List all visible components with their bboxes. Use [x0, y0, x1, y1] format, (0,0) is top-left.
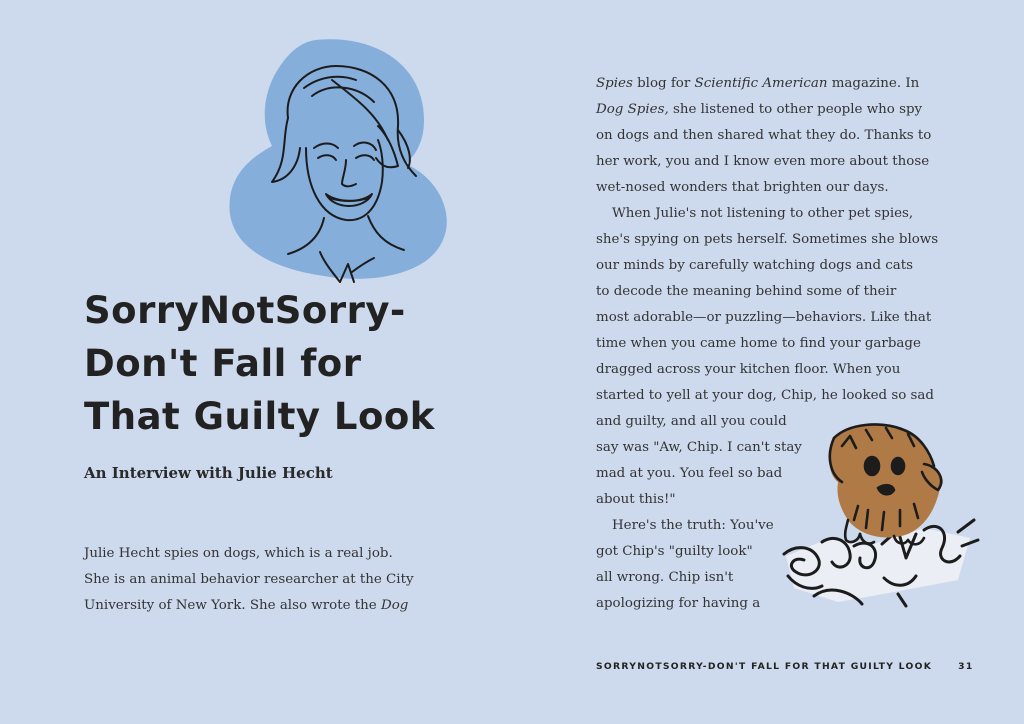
page-number: 31 — [958, 661, 974, 672]
body-line: time when you came home to find your garbage — [596, 336, 921, 351]
body-line: Julie Hecht spies on dogs, which is a real job. — [84, 546, 393, 561]
body-line — [596, 71, 996, 97]
guilty-dog-with-garbage-illustration — [774, 416, 984, 616]
title-line-3: That Guilty Look — [84, 395, 435, 438]
body-line: all wrong. Chip isn't — [596, 570, 734, 585]
body-line: got Chip's "guilty look" — [596, 544, 753, 559]
body-line: mad at you. You feel so bad — [596, 466, 783, 481]
body-line: apologizing for having a — [596, 596, 761, 611]
body-line: to decode the meaning behind some of their — [596, 284, 897, 299]
body-line-text: University of New York. She also wrote the — [84, 598, 377, 613]
italic-title: Dog Spies, — [596, 102, 669, 117]
portrait-blob — [229, 39, 446, 279]
body-line: and guilty, and all you could — [596, 414, 787, 429]
body-line: started to yell at your dog, Chip, he looked so sad — [596, 388, 934, 403]
title-line-2: Don't Fall for — [84, 342, 362, 385]
body-line — [596, 97, 996, 123]
body-line: most adorable—or puzzling—behaviors. Like that — [596, 310, 932, 325]
dog-head — [830, 424, 943, 544]
body-line: Here's the truth: You've — [612, 518, 774, 533]
body-line: she's spying on pets herself. Sometimes she blows — [596, 232, 939, 247]
body-line: her work, you and I know even more about those — [596, 154, 930, 169]
running-title: SORRYNOTSORRY-DON'T FALL FOR THAT GUILTY LOOK — [596, 661, 933, 672]
left-body-paragraph — [84, 541, 444, 619]
body-line: about this!" — [596, 492, 676, 507]
body-line — [84, 593, 444, 619]
title-line-1: SorryNotSorry- — [84, 289, 406, 332]
right-page — [512, 0, 1024, 724]
body-line: When Julie's not listening to other pet spies, — [612, 206, 914, 221]
article-title — [84, 284, 484, 443]
italic-title: Scientific American — [694, 76, 828, 91]
body-line: wet-nosed wonders that brighten our days. — [596, 180, 889, 195]
body-fragment: magazine. In — [827, 76, 920, 91]
body-line: on dogs and then shared what they do. Thanks to — [596, 128, 932, 143]
body-fragment: she listened to other people who spy — [668, 102, 923, 117]
julie-hecht-portrait-illustration — [228, 36, 452, 286]
article-subtitle: An Interview with Julie Hecht — [84, 464, 333, 482]
body-line: dragged across your kitchen floor. When you — [596, 362, 901, 377]
body-line: She is an animal behavior researcher at the City — [84, 572, 414, 587]
body-line: our minds by carefully watching dogs and cats — [596, 258, 914, 273]
body-line: say was "Aw, Chip. I can't stay — [596, 440, 802, 455]
running-footer — [596, 661, 974, 672]
italic-book-title: Dog — [380, 598, 409, 613]
italic-title: Spies — [596, 76, 633, 91]
body-fragment: blog for — [632, 76, 695, 91]
